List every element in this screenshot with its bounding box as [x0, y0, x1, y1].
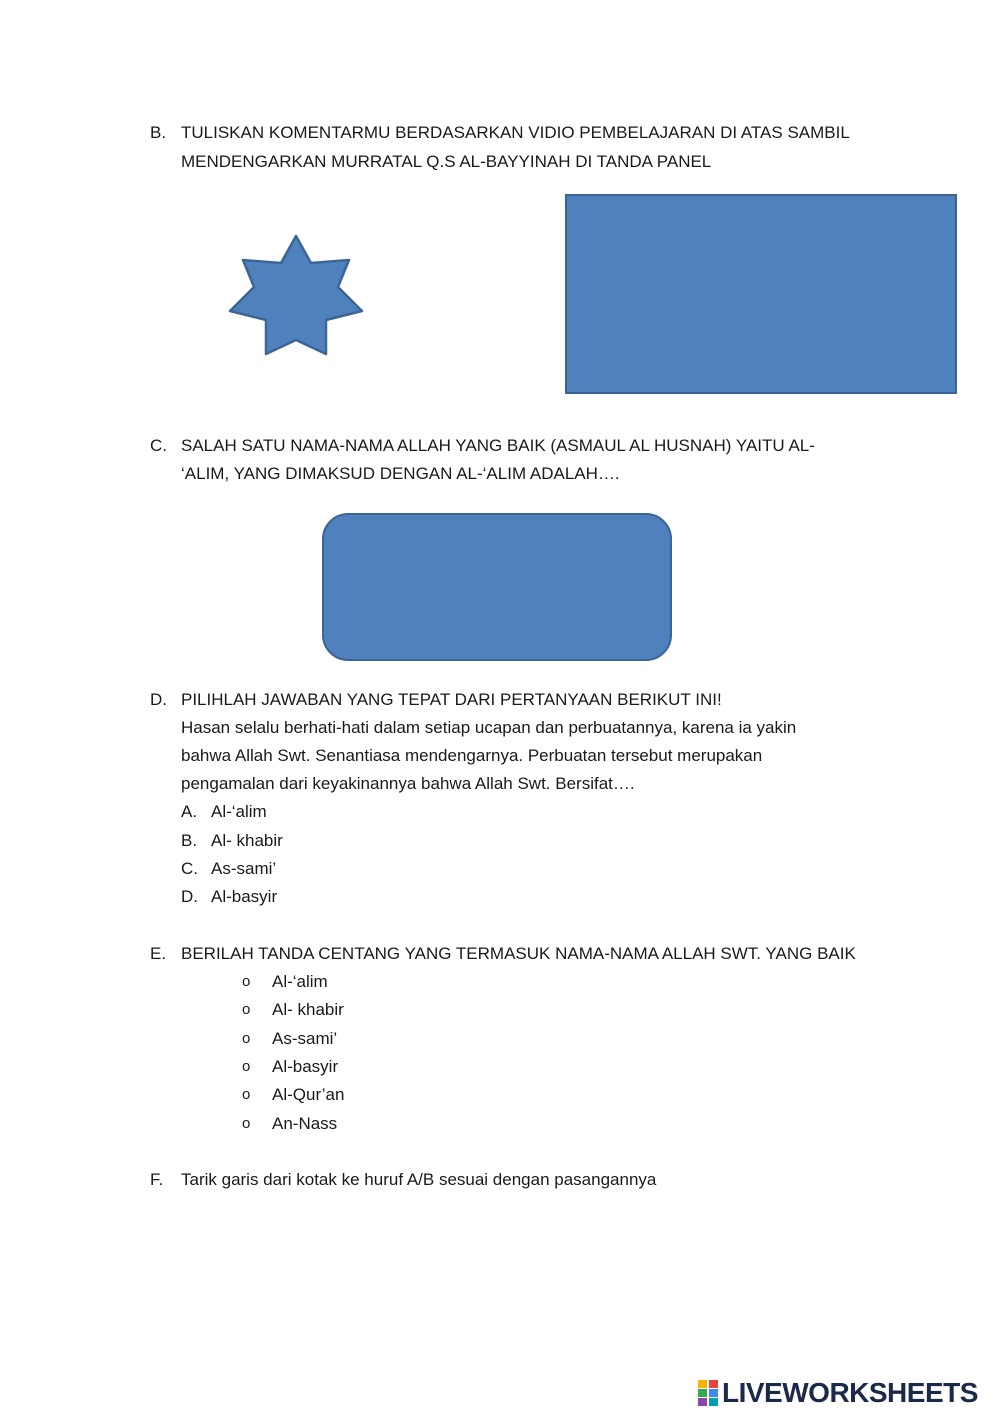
section-d-question-line: Hasan selalu berhati-hati dalam setiap ucapan dan perbuatannya, karena ia yakin [181, 718, 797, 737]
liveworksheets-logo-icon [697, 1379, 719, 1407]
option-text: As-sami’ [211, 859, 277, 878]
section-c-question-line1: SALAH SATU NAMA-NAMA ALLAH YANG BAIK (ASMAUL AL HUSNAH) YAITU AL- [181, 436, 815, 455]
checklist-item-label: Al- khabir [272, 1000, 344, 1019]
option-letter: A. [181, 802, 198, 821]
liveworksheets-logo [697, 1378, 978, 1408]
checkbox-bullet-icon[interactable]: o [242, 1058, 251, 1075]
checklist-item-label: As-sami’ [272, 1029, 338, 1048]
checkbox-bullet-icon[interactable]: o [242, 1001, 251, 1018]
checkbox-bullet-icon[interactable]: o [242, 973, 251, 990]
liveworksheets-logo-text: LIVEWORKSHEETS [722, 1377, 978, 1408]
section-d-heading: PILIHLAH JAWABAN YANG TEPAT DARI PERTANYAAN BERIKUT INI! [181, 690, 722, 709]
checklist-item-label: Al-basyir [272, 1057, 339, 1076]
option-text: Al- khabir [211, 831, 283, 850]
checkbox-bullet-icon[interactable]: o [242, 1030, 251, 1047]
option-letter: C. [181, 859, 198, 878]
section-b-question-line1: TULISKAN KOMENTARMU BERDASARKAN VIDIO PEMBELAJARAN DI ATAS SAMBIL [181, 123, 850, 142]
option-text: Al-‘alim [211, 802, 267, 821]
section-c-marker: C. [150, 436, 167, 455]
checklist-item-label: An-Nass [272, 1114, 338, 1133]
section-d-question-line: pengamalan dari keyakinannya bahwa Allah Swt. Bersifat…. [181, 774, 635, 793]
checklist-item-label: Al-Qur’an [272, 1085, 345, 1104]
checklist-item-label: Al-‘alim [272, 972, 328, 991]
section-e-heading: BERILAH TANDA CENTANG YANG TERMASUK NAMA-NAMA ALLAH SWT. YANG BAIK [181, 944, 856, 963]
section-c-question-line2: ‘ALIM, YANG DIMAKSUD DENGAN AL-‘ALIM ADALAH…. [181, 464, 620, 483]
section-d-question-line: bahwa Allah Swt. Senantiasa mendengarnya. Perbuatan tersebut merupakan [181, 746, 763, 765]
option-letter: B. [181, 831, 198, 850]
comment-answer-box[interactable] [565, 194, 957, 394]
section-b-marker: B. [150, 123, 167, 142]
section-e-marker: E. [150, 944, 167, 963]
checkbox-bullet-icon[interactable]: o [242, 1115, 251, 1132]
section-f-instruction: Tarik garis dari kotak ke huruf A/B sesuai dengan pasangannya [181, 1170, 657, 1189]
section-f-marker: F. [150, 1170, 164, 1189]
checkbox-bullet-icon[interactable]: o [242, 1086, 251, 1103]
section-d-marker: D. [150, 690, 167, 709]
section-b-question-line2: MENDENGARKAN MURRATAL Q.S AL-BAYYINAH DI TANDA PANEL [181, 152, 712, 171]
al-alim-answer-box[interactable] [322, 513, 672, 661]
audio-play-star-icon[interactable] [224, 232, 368, 360]
option-letter: D. [181, 887, 198, 906]
option-text: Al-basyir [211, 887, 278, 906]
